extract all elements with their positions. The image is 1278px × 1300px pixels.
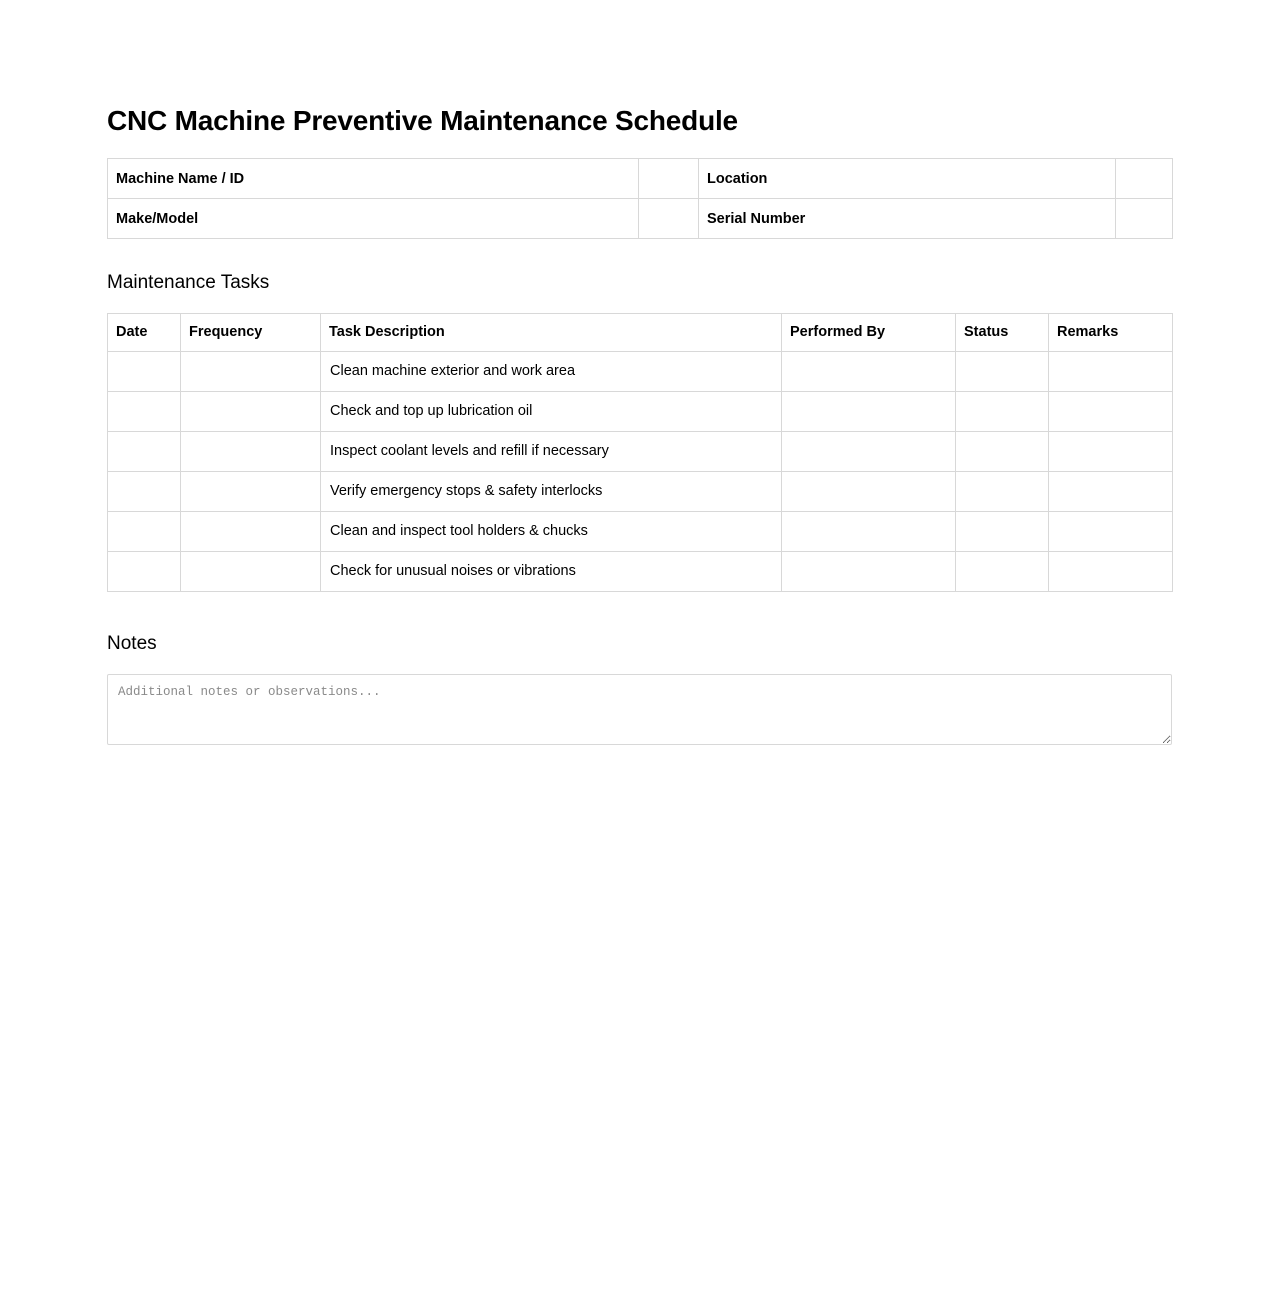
table-row <box>108 551 1173 591</box>
cell-date[interactable] <box>108 391 181 431</box>
cell-remarks[interactable] <box>1049 551 1173 591</box>
notes-heading: Notes <box>107 632 157 654</box>
cell-task-description: Clean and inspect tool holders & chucks <box>321 511 782 551</box>
document-content <box>107 0 1172 745</box>
table-row <box>108 199 1173 239</box>
cell-status[interactable] <box>956 351 1049 391</box>
maintenance-tasks-table <box>107 313 1173 592</box>
cell-status[interactable] <box>956 431 1049 471</box>
column-header-performed-by: Performed By <box>782 313 956 351</box>
machine-info-table <box>107 158 1173 239</box>
cell-task-description: Inspect coolant levels and refill if necessary <box>321 431 782 471</box>
make-model-value[interactable] <box>639 199 699 239</box>
cell-date[interactable] <box>108 471 181 511</box>
cell-performed-by[interactable] <box>782 391 956 431</box>
cell-remarks[interactable] <box>1049 351 1173 391</box>
table-header-row <box>108 313 1173 351</box>
table-row <box>108 159 1173 199</box>
cell-date[interactable] <box>108 511 181 551</box>
cell-status[interactable] <box>956 391 1049 431</box>
table-row <box>108 511 1173 551</box>
cell-frequency[interactable] <box>181 351 321 391</box>
machine-name-value[interactable] <box>639 159 699 199</box>
cell-remarks[interactable] <box>1049 511 1173 551</box>
notes-input[interactable] <box>107 674 1172 745</box>
page-title: CNC Machine Preventive Maintenance Schedule <box>107 105 738 136</box>
cell-task-description: Clean machine exterior and work area <box>321 351 782 391</box>
cell-frequency[interactable] <box>181 551 321 591</box>
cell-status[interactable] <box>956 471 1049 511</box>
cell-frequency[interactable] <box>181 471 321 511</box>
cell-status[interactable] <box>956 551 1049 591</box>
machine-name-label: Machine Name / ID <box>108 159 639 199</box>
cell-date[interactable] <box>108 431 181 471</box>
cell-performed-by[interactable] <box>782 551 956 591</box>
cell-remarks[interactable] <box>1049 431 1173 471</box>
table-row <box>108 471 1173 511</box>
table-row <box>108 351 1173 391</box>
cell-remarks[interactable] <box>1049 391 1173 431</box>
cell-date[interactable] <box>108 351 181 391</box>
cell-performed-by[interactable] <box>782 471 956 511</box>
column-header-task-description: Task Description <box>321 313 782 351</box>
cell-performed-by[interactable] <box>782 511 956 551</box>
cell-task-description: Check and top up lubrication oil <box>321 391 782 431</box>
column-header-date: Date <box>108 313 181 351</box>
column-header-remarks: Remarks <box>1049 313 1173 351</box>
cell-status[interactable] <box>956 511 1049 551</box>
location-label: Location <box>699 159 1116 199</box>
table-row <box>108 431 1173 471</box>
cell-performed-by[interactable] <box>782 351 956 391</box>
make-model-label: Make/Model <box>108 199 639 239</box>
cell-task-description: Verify emergency stops & safety interlocks <box>321 471 782 511</box>
serial-number-label: Serial Number <box>699 199 1116 239</box>
cell-frequency[interactable] <box>181 431 321 471</box>
column-header-frequency: Frequency <box>181 313 321 351</box>
column-header-status: Status <box>956 313 1049 351</box>
cell-date[interactable] <box>108 551 181 591</box>
location-value[interactable] <box>1116 159 1173 199</box>
cell-frequency[interactable] <box>181 511 321 551</box>
cell-performed-by[interactable] <box>782 431 956 471</box>
maintenance-tasks-heading: Maintenance Tasks <box>107 272 270 293</box>
cell-frequency[interactable] <box>181 391 321 431</box>
cell-task-description: Check for unusual noises or vibrations <box>321 551 782 591</box>
cell-remarks[interactable] <box>1049 471 1173 511</box>
serial-number-value[interactable] <box>1116 199 1173 239</box>
table-row <box>108 391 1173 431</box>
